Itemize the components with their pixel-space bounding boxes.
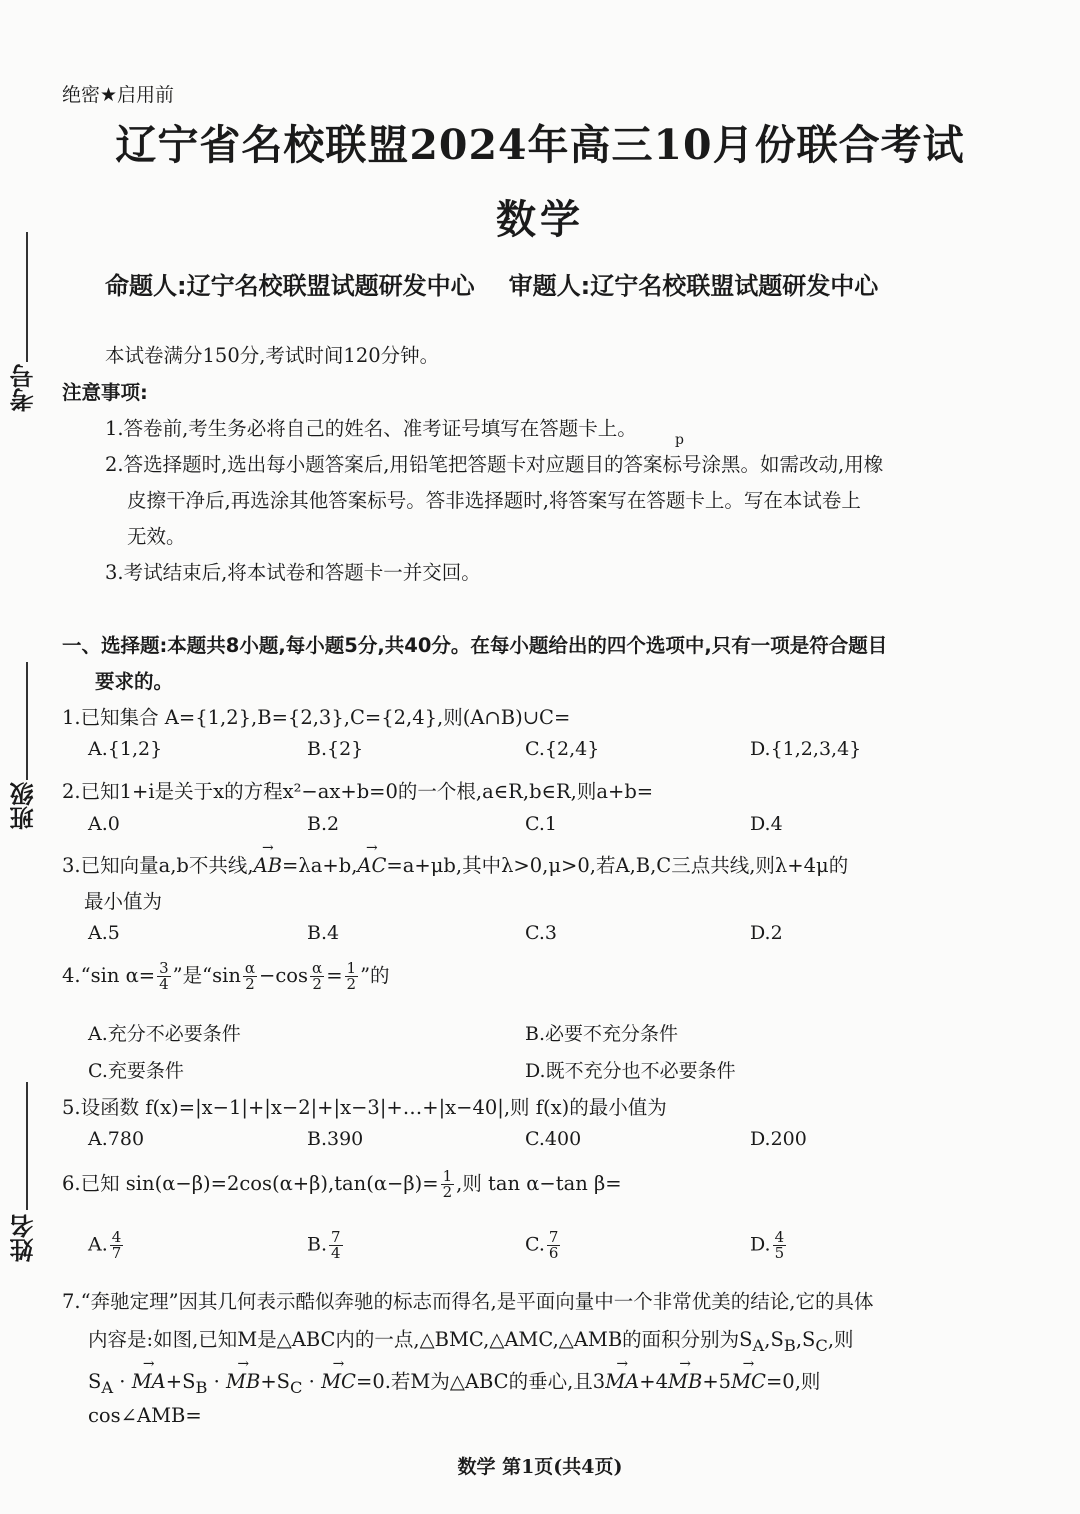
- exam-no-label: 考号: [10, 364, 38, 412]
- q4-option-b: B.必要不充分条件: [525, 1023, 679, 1045]
- fraction: $\frac{\alpha}{2}$: [312, 959, 323, 993]
- q3-option-d: D.2: [750, 922, 783, 944]
- q6-option-c: C. $\frac{7}{6}$: [525, 1228, 559, 1262]
- q5-option-a: A.780: [88, 1128, 145, 1150]
- q3-option-c: C.3: [525, 922, 557, 944]
- stray-mark: p: [675, 432, 684, 448]
- vector-ac: → AC: [357, 854, 386, 877]
- name-line: [26, 1082, 28, 1210]
- q5-option-b: B.390: [307, 1128, 364, 1150]
- q5-option-d: D.200: [750, 1128, 807, 1150]
- note-item: 2.答选择题时,选出每小题答案后,用铅笔把答题卡对应题目的答案标号涂黑。如需改动,用橡: [105, 453, 884, 476]
- fraction: $\frac{3}{4}$: [159, 959, 169, 993]
- class-label: 班级: [10, 782, 38, 830]
- question-7-line4: cos∠AMB=: [88, 1404, 202, 1427]
- fraction: $\frac{1}{2}$: [442, 1167, 453, 1201]
- note-item: 3.考试结束后,将本试卷和答题卡一并交回。: [105, 561, 481, 584]
- q4-option-c: C.充要条件: [88, 1060, 184, 1082]
- subject-title: 数学: [496, 196, 584, 243]
- exam-title: 辽宁省名校联盟2024年高三10月份联合考试: [115, 121, 965, 169]
- question-3-cont: 最小值为: [84, 890, 163, 913]
- question-5: 5.设函数 f(x)=|x−1|+|x−2|+|x−3|+…+|x−40|,则 f(x)的最小值为: [62, 1096, 667, 1119]
- question-1: 1.已知集合 A={1,2},B={2,3},C={2,4},则(A∩B)∪C=: [62, 706, 571, 729]
- q1-option-b: B.{2}: [307, 738, 364, 760]
- question-3: 3.已知向量a,b不共线,→ AB=λa+b,→ AC=a+μb,其中λ>0,μ>0,若A,B,C三点共线,则λ+4μ的: [62, 850, 848, 878]
- q4-option-a: A.充分不必要条件: [88, 1023, 241, 1045]
- vector-ab: → AB: [254, 854, 282, 877]
- page-footer: 数学 第1页(共4页): [457, 1456, 623, 1478]
- q2-option-b: B.2: [307, 813, 340, 835]
- question-7: 7.“奔驰定理”因其几何表示酷似奔驰的标志而得名,是平面向量中一个非常优美的结论,它的具体: [62, 1290, 874, 1313]
- q2-option-a: A.0: [88, 813, 120, 835]
- note-item: 无效。: [127, 525, 186, 548]
- setter: 命题人:辽宁名校联盟试题研发中心: [105, 272, 475, 300]
- fraction: $\frac{\alpha}{2}$: [244, 959, 256, 993]
- authors-line: [105, 266, 878, 301]
- q6-option-b: B. $\frac{7}{4}$: [307, 1228, 341, 1262]
- exam-no-line: [26, 232, 28, 362]
- q1-option-a: A.{1,2}: [88, 738, 163, 760]
- q6-option-d: D. $\frac{4}{5}$: [750, 1228, 785, 1262]
- name-label: 姓名: [10, 1214, 38, 1262]
- notes-heading: 注意事项:: [62, 381, 148, 404]
- confidential-label: 绝密★启用前: [62, 84, 175, 106]
- fraction: $\frac{1}{2}$: [346, 959, 357, 993]
- q2-option-c: C.1: [525, 813, 557, 835]
- question-2: 2.已知1+i是关于x的方程x²−ax+b=0的一个根,a∈R,b∈R,则a+b=: [62, 780, 654, 803]
- question-6: 6.已知 sin(α−β)=2cos(α+β),tan(α−β)= $\frac{1}{2}$ ,则 tan α−tan β=: [62, 1167, 622, 1201]
- q1-option-c: C.{2,4}: [525, 738, 600, 760]
- section-heading-cont: 要求的。: [95, 670, 174, 693]
- class-line: [26, 662, 28, 780]
- q4-option-d: D.既不充分也不必要条件: [525, 1060, 736, 1082]
- question-7-line2: 内容是:如图,已知M是△ABC内的一点,△BMC,△AMC,△AMB的面积分别为$S_A,S_B,S_C$,则: [88, 1328, 854, 1355]
- q3-option-b: B.4: [307, 922, 340, 944]
- q2-option-d: D.4: [750, 813, 783, 835]
- question-7-line3: $S_A$ · → $MA+S_B$ · → $MB+S_C$ · → MC=0.若M为△ABC的垂心,且3→ MA+4→ MB+5→ MC=0,则: [88, 1366, 820, 1397]
- question-4: 4.“sin α= $\frac{3}{4}$ ”是“sin $\frac{\alpha}{2}$ −cos $\frac{\alpha}{2}$ = $\frac{1}{2}$ ”的: [62, 959, 390, 993]
- q1-option-d: D.{1,2,3,4}: [750, 738, 862, 760]
- q5-option-c: C.400: [525, 1128, 582, 1150]
- note-item: 1.答卷前,考生务必将自己的姓名、准考证号填写在答题卡上。: [105, 417, 637, 440]
- exam-info: 本试卷满分150分,考试时间120分钟。: [105, 344, 440, 367]
- q6-option-a: A. $\frac{4}{7}$: [88, 1228, 122, 1262]
- note-item: 皮擦干净后,再选涂其他答案标号。答非选择题时,将答案写在答题卡上。写在本试卷上: [127, 489, 861, 512]
- q3-option-a: A.5: [88, 922, 120, 944]
- reviewer: 审题人:辽宁名校联盟试题研发中心: [508, 272, 879, 300]
- section-heading: 一、选择题:本题共8小题,每小题5分,共40分。在每小题给出的四个选项中,只有一项是符合题目: [62, 634, 888, 657]
